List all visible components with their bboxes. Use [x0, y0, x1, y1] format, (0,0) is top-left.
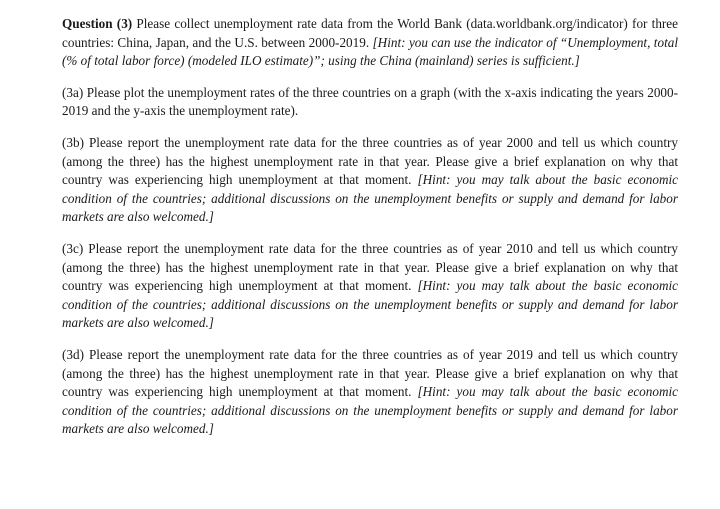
part-3d-hint: [Hint: you may talk about the basic economic condition of the countries; additional discussions on the unemployment benefits or supply and demand for labor markets are also welcomed.]	[62, 384, 678, 437]
question-hint: [Hint: you can use the indicator of “Unemployment, total (% of total labor force) (modeled ILO estimate)”; using the China (mainland) series is sufficient.]	[62, 34, 678, 69]
part-3b-hint: [Hint: you may talk about the basic economic condition of the countries; additional discussions on the unemployment benefits or supply and demand for labor markets are also welcomed.]	[62, 172, 678, 225]
question-title: Question (3)	[62, 16, 133, 31]
part-3c-hint: [Hint: you may talk about the basic economic condition of the countries; additional discussions on the unemployment benefits or supply and demand for labor markets are also welcomed.]	[62, 278, 678, 331]
question-intro-text: Please collect unemployment rate data from the World Bank (data.worldbank.org/indicator) for three countries: China, Japan, and the U.S. between 2000-2019.	[62, 16, 679, 50]
part-3d	[62, 346, 678, 439]
part-3c	[62, 240, 678, 333]
question-intro	[62, 15, 678, 71]
part-3a	[62, 84, 678, 121]
part-3a-text: (3a) Please plot the unemployment rates of the three countries on a graph (with the x-axis indicating the years 2000-2019 and the y-axis the unemployment rate).	[62, 84, 678, 119]
part-3b	[62, 134, 678, 227]
part-3d-text: (3d) Please report the unemployment rate data for the three countries as of year 2019 and tell us which country (among the three) has the highest unemployment rate in that year. Please give a brief explanation on why that country was experiencing high unemployment at that moment.	[62, 346, 678, 400]
part-3b-text: (3b) Please report the unemployment rate data for the three countries as of year 2000 and tell us which country (among the three) has the highest unemployment rate in that year. Please give a brief explanation on why that country was experiencing high unemployment at that moment.	[62, 134, 678, 188]
part-3c-text: (3c) Please report the unemployment rate data for the three countries as of year 2010 and tell us which country (among the three) has the highest unemployment rate in that year. Please give a brief explanation on why that country was experiencing high unemployment at that moment.	[62, 240, 678, 294]
